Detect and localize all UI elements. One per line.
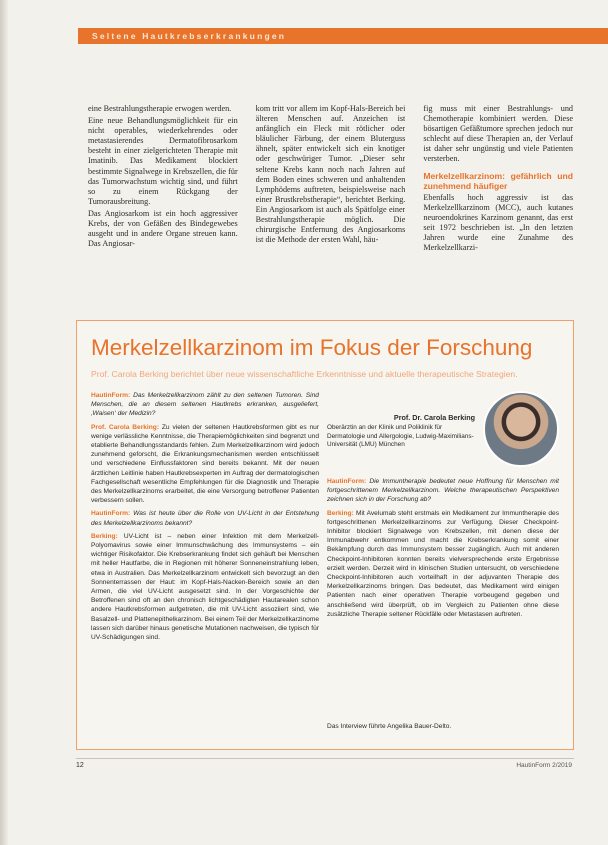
profile-caption (327, 391, 475, 471)
box-subtitle: Prof. Carola Berking berichtet über neue wissenschaftliche Erkenntnisse und aktuelle therapeutische Strategien. (91, 369, 518, 379)
question (91, 391, 319, 419)
paragraph: fig muss mit einer Bestrahlungs- und Chemotherapie kombiniert werden. Diese bösartigen Gefäßtumore sprechen jedoch nur schlecht auf diese Therapien an, der Verlauf ist daher sehr ungünstig und viele Patienten versterben. (423, 104, 574, 164)
question-label: HautinForm: (91, 510, 131, 518)
paragraph: Ebenfalls hoch aggressiv ist das Merkelzellkarzinom (MCC), auch kutanes neuroendokrines Karzinom genannt, das erst seit 1972 beschrieben ist. „In den letzten Jahren wurde eine Zunahme des Merkelzellkarzi- (423, 192, 574, 253)
paragraph: kom tritt vor allem im Kopf-Hals-Bereich bei älteren Menschen auf. Anzeichen ist anfänglich ein Fleck mit rötlicher oder bläulicher Färbung, der einem Bluterguss ähnelt, später entwickelt sich ein knotiger oder geschwüriger Tumor. „Dieser sehr seltene Krebs kann noch nach Jahren auf dem Boden eines schweren und anhaltenden Lymphödems auftreten, beispielsweise nach einer Brustkrebstherapie“, berichtet Berking. Ein Angiosarkom ist auch als Spätfolge einer Bestrahlungstherapie möglich. Die chirurgische Entfernung des Angiosarkoms ist die Methode der ersten Wahl, häu- (255, 104, 406, 245)
profile-role: Oberärztin an der Klinik und Poliklinik für Dermatologie und Allergologie, Ludwig-Maximilians-Universität (LMU) München (327, 424, 474, 449)
interview-right-column (327, 391, 559, 741)
interview-left-column (91, 391, 319, 741)
question-label: HautinForm: (327, 478, 367, 485)
answer (91, 423, 319, 506)
portrait-photo (483, 391, 559, 467)
interview-box (76, 320, 574, 750)
question (91, 509, 319, 527)
answer-label: Prof. Carola Berking: (91, 423, 160, 431)
question-label: HautinForm: (91, 392, 131, 399)
profile-name: Prof. Dr. Carola Berking (393, 413, 475, 422)
question-text: Was ist heute über die Rolle von UV-Licht in der Entstehung des Merkelzellkarzinoms bekannt? (91, 510, 319, 527)
interview-body (77, 391, 573, 743)
subheading: Merkelzellkarzinom: gefährlich und zunehmend häufiger (423, 170, 574, 191)
column-3 (423, 104, 573, 314)
answer-text: Zu vielen der seltenen Hautkrebsformen gibt es nur wenige verlässliche Kenntnisse, die Therapiemöglichkeiten sind begrenzt und etablierte Behandlungsstandards fehlen. Zum Merkelzellkarzinom wird jedoch zunehmend geforscht, die Erkrankungsmechanismen werden entschlüsselt und verschiedene Einflussfaktoren sind bereits bekannt. Mit der neuen ärztlichen Leitlinie haben Hautkrebsexperten im Auftrag der dermatologischen Fachgesellschaft wesentliche Empfehlungen für die Diagnostik und Therapie des Merkelzellkarzinoms erarbeitet, die eine Versorgung betroffener Patienten verbessern sollen. (91, 423, 319, 505)
page-gutter (0, 0, 8, 845)
question (327, 477, 559, 505)
article-columns (88, 104, 573, 314)
question-text: Die Immuntherapie bedeutet neue Hoffnung für Menschen mit fortgeschrittenem Merkelzellkarzinom. Welche therapeutischen Perspektiven zeichnen sich in der Forschung ab? (327, 478, 559, 504)
question-text: Das Merkelzellkarzinom zählt zu den seltenen Tumoren. Sind Menschen, die an diesem seltenen Hautkrebs erkranken, ausgeliefert, ‚Waisen‘ der Medizin? (91, 392, 319, 418)
column-2 (256, 104, 406, 314)
footer-divider (76, 758, 574, 759)
paragraph: eine Bestrahlungstherapie erwogen werden. (88, 104, 232, 113)
profile (327, 391, 559, 471)
box-title: Merkelzellkarzinom im Fokus der Forschung (91, 335, 533, 360)
paragraph: Eine neue Behandlungsmöglichkeit für ein nicht operables, wiederkehrendes oder metastasierendes Dermatofibrosarkom besteht in einer zielgerichteten Therapie mit Imatinib. Das Medikament blockiert bestimmte Signalwege in Krebszellen, die für das Tumorwachstum wichtig sind, und führt so zu einem Rückgang der Tumorausbreitung. (88, 116, 238, 206)
answer-label: Berking: (91, 532, 118, 540)
column-1 (88, 104, 238, 314)
answer (327, 509, 559, 619)
interview-credit: Das Interview führte Angelika Bauer-Delto. (327, 723, 452, 730)
section-header: Seltene Hautkrebserkrankungen (78, 28, 608, 44)
issue-label: HautinForm 2/2019 (516, 762, 572, 769)
paragraph: Das Angiosarkom ist ein hoch aggressiver Krebs, der von Gefäßen des Bindegewebes ausgeht und in andere Organe streuen kann. Das Angiosar- (88, 208, 238, 249)
answer-text: Mit Avelumab steht erstmals ein Medikament zur Immuntherapie des fortgeschrittenen Merkelzellkarzinoms zur Verfügung. Dieser Checkpoint-Inhibitor blockiert Signalwege von Krebszellen, mit denen diese der Immunabwehr entkommen und macht die Krebserkrankung somit einer Bekämpfung durch das Immunsystem besser zugänglich. Auch mit anderen Checkpoint-Inhibitoren konnten bereits vielversprechende erste Ergebnisse erzielt werden. Derzeit wird in klinischen Studien untersucht, ob verschiedene Checkpoint-Inhibitoren auch vorteilhaft in der adjuvanten Therapie des Merkelzellkarzinoms bringen. Das bedeutet, das Medikament wird einigen Patienten nach einer operativen Therapie vorbeugend gegeben und anschließend wird überprüft, ob im Vergleich zu Patienten ohne diese zusätzliche Therapie seltener Rückfälle oder Metastasen auftreten. (327, 509, 559, 618)
answer (91, 532, 319, 642)
answer-label: Berking: (327, 509, 354, 517)
answer-text: UV-Licht ist – neben einer Infektion mit dem Merkelzell-Polyomavirus sowie einer Immunschwächung des Immunsystems – ein wichtiger Risikofaktor. Die Krebserkrankung findet sich gehäuft bei Menschen mit heller Hautfarbe, die in Regionen mit höherer Sonneneinstrahlung leben, etwa in Australien. Das Merkelzellkarzinom entwickelt sich bevorzugt an den Sonnenterrassen der Haut: im Kopf-Hals-Nacken-Bereich sowie an den Armen, die viel UV-Licht ausgesetzt sind. In der Vorgeschichte der Betroffenen sind oft an den chronisch lichtgeschädigten Hautarealen schon andere Hautkrebsformen aufgetreten, die mit UV-Licht assoziiert sind, wie Basalzell- und Plattenepithelkarzinom. Bei einem Teil der Merkelzellkarzinome lassen sich darüber hinaus genetische Mutationen nachweisen, die typisch für UV-Schädigungen sind. (91, 532, 319, 642)
page-number: 12 (76, 762, 84, 769)
